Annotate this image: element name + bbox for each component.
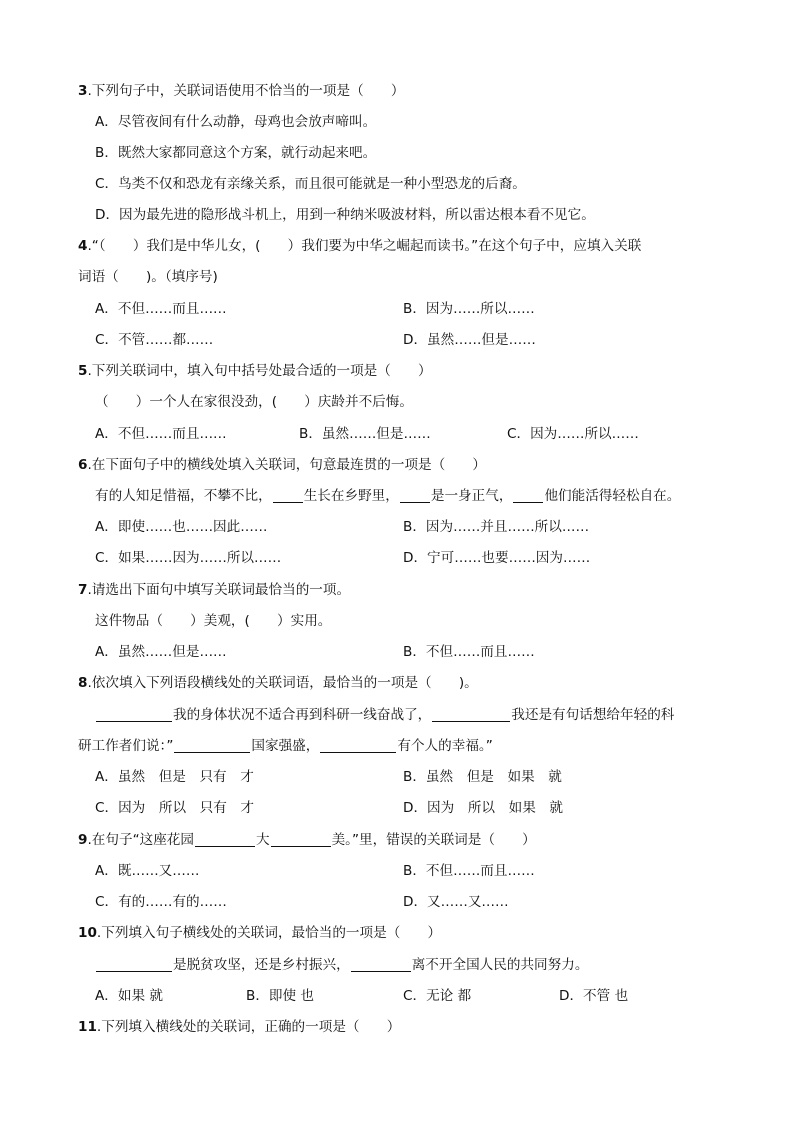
question-10-option-d: D．不管 也 <box>559 988 629 1004</box>
question-number: 9 <box>78 832 88 848</box>
question-6-option-d: D．宁可……也要……因为…… <box>403 550 591 566</box>
question-5-stem: 5.下列关联词中，填入句中括号处最合适的一项是（ ） <box>78 363 432 379</box>
question-number: 8 <box>78 675 88 691</box>
question-9-option-a: A．既……又…… <box>95 863 200 879</box>
question-11-stem: 11.下列填入横线处的关联词，正确的一项是（ ） <box>78 1019 401 1035</box>
fill-blank <box>96 707 172 722</box>
question-5-option-b: B．虽然……但是…… <box>299 426 431 442</box>
question-6-option-c: C．如果……因为……所以…… <box>95 550 282 566</box>
fill-blank <box>195 832 255 847</box>
fill-blank <box>271 832 331 847</box>
question-6-stem: 6.在下面句子中的横线处填入关联词，句意最连贯的一项是（ ） <box>78 457 487 473</box>
fill-blank <box>351 957 411 972</box>
question-number: 4 <box>78 238 88 254</box>
question-9-option-c: C．有的……有的…… <box>95 894 227 910</box>
question-7-option-a: A．虽然……但是…… <box>95 644 227 660</box>
question-number: 10 <box>78 925 97 941</box>
fill-blank <box>320 738 396 753</box>
question-number: 5 <box>78 363 88 379</box>
question-4-option-a: A．不但……而且…… <box>95 301 227 317</box>
question-7-stem: 7.请选出下面句中填写关联词最恰当的一项。 <box>78 582 351 598</box>
question-4-option-d: D．虽然……但是…… <box>403 332 536 348</box>
fill-blank <box>96 957 172 972</box>
question-9-option-d: D．又……又…… <box>403 894 509 910</box>
question-6-option-b: B．因为……并且……所以…… <box>403 519 590 535</box>
question-5-option-a: A．不但……而且…… <box>95 426 227 442</box>
question-number: 3 <box>78 83 88 99</box>
question-3-option-d: D．因为最先进的隐形战斗机上，用到一种纳米吸波材料，所以雷达根本看不见它。 <box>95 207 595 223</box>
question-7-option-b: B．不但……而且…… <box>403 644 535 660</box>
question-8-option-c: C．因为 所以 只有 才 <box>95 800 255 816</box>
fill-blank <box>174 738 250 753</box>
question-8-stem: 8.依次填入下列语段横线处的关联词语，最恰当的一项是（ )。 <box>78 675 478 691</box>
question-8-option-a: A．虽然 但是 只有 才 <box>95 769 254 785</box>
question-3-option-b: B．既然大家都同意这个方案，就行动起来吧。 <box>95 145 377 161</box>
question-5-sentence: （ ）一个人在家很没劲，( ）庆龄并不后悔。 <box>95 394 413 410</box>
question-6-option-a: A．即使……也……因此…… <box>95 519 268 535</box>
question-3-option-c: C．鸟类不仅和恐龙有亲缘关系，而且很可能就是一种小型恐龙的后裔。 <box>95 176 526 192</box>
question-8-option-d: D．因为 所以 如果 就 <box>403 800 563 816</box>
question-10-option-a: A．如果 就 <box>95 988 163 1004</box>
question-number: 7 <box>78 582 88 598</box>
question-3-option-a: A．尽管夜间有什么动静，母鸡也会放声啼叫。 <box>95 114 377 130</box>
question-8-passage-line-2: 研工作者们说：” 国家强盛， 有个人的幸福。” <box>78 738 493 754</box>
question-10-stem: 10.下列填入句子横线处的关联词，最恰当的一项是（ ） <box>78 925 442 941</box>
fill-blank <box>400 488 430 503</box>
question-10-option-c: C．无论 都 <box>403 988 472 1004</box>
question-5-option-c: C．因为……所以…… <box>507 426 639 442</box>
question-number: 6 <box>78 457 88 473</box>
question-10-option-b: B．即使 也 <box>246 988 315 1004</box>
fill-blank <box>513 488 543 503</box>
question-9-stem: 9.在句子“这座花园 大 美。”里，错误的关联词是（ ） <box>78 832 536 848</box>
question-4-option-b: B．因为……所以…… <box>403 301 535 317</box>
question-number: 11 <box>78 1019 97 1035</box>
question-10-sentence: 是脱贫攻坚，还是乡村振兴， 离不开全国人民的共同努力。 <box>95 955 588 975</box>
question-3-stem: 3.下列句子中，关联词语使用不恰当的一项是（ ） <box>78 83 405 99</box>
question-6-sentence: 有的人知足惜福，不攀不比， 生长在乡野里， 是一身正气， 他们能活得轻松自在。 <box>95 488 681 504</box>
question-9-option-b: B．不但……而且…… <box>403 863 535 879</box>
question-8-passage-line-1: 我的身体状况不适合再到科研一线奋战了， 我还是有句话想给年轻的科 <box>95 705 674 725</box>
question-8-option-b: B．虽然 但是 如果 就 <box>403 769 562 785</box>
question-4-option-c: C．不管……都…… <box>95 332 214 348</box>
fill-blank <box>432 707 510 722</box>
question-4-stem-cont: 词语（ )。（填序号) <box>78 269 218 285</box>
question-7-sentence: 这件物品（ ）美观，( ）实用。 <box>95 613 332 629</box>
fill-blank <box>273 488 303 503</box>
question-4-stem: 4.“（ ）我们是中华儿女，( ）我们要为中华之崛起而读书。”在这个句子中，应填入关联 <box>78 238 642 254</box>
